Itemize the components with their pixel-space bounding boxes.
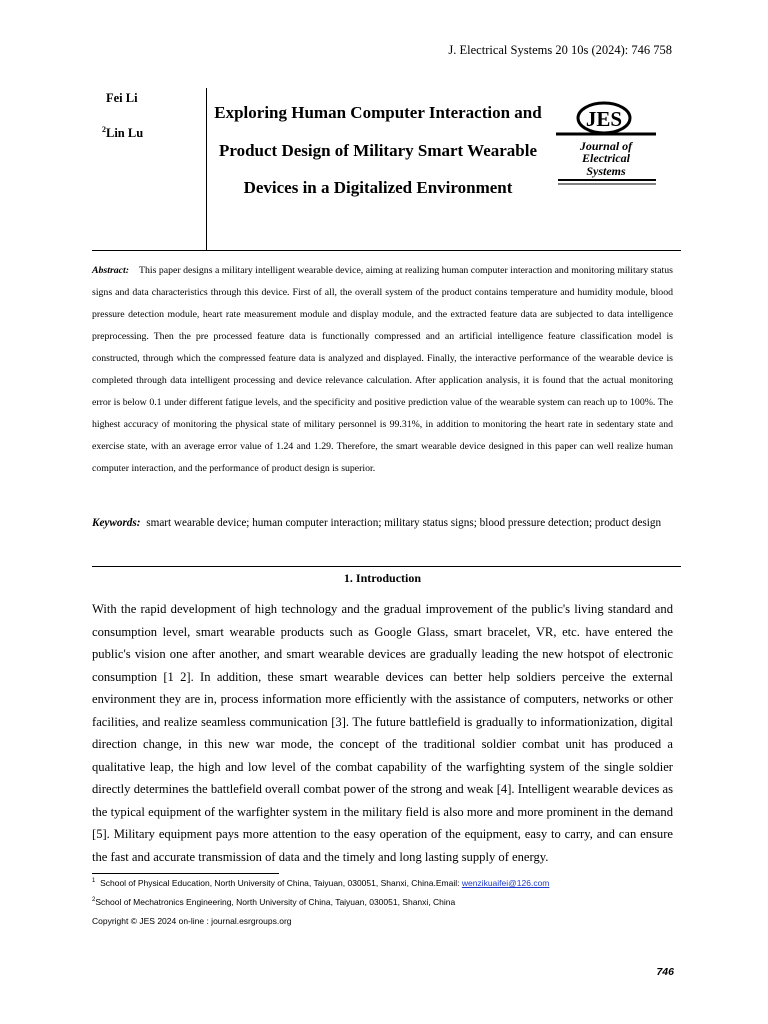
- footnote-divider: [92, 873, 279, 874]
- keywords-text: smart wearable device; human computer interaction; military status signs; blood pressure detection; product design: [146, 517, 662, 529]
- email-link[interactable]: wenzikuaifei@126.com: [461, 878, 550, 888]
- paper-title: Exploring Human Computer Interaction and Product Design of Military Smart Wearable Devices in a Digitalized Environment: [214, 103, 542, 197]
- section-heading: 1. Introduction: [343, 571, 422, 585]
- abstract-label: Abstract:: [92, 265, 130, 276]
- copyright-notice: Copyright © JES 2024 on-line : journal.esrgroups.org: [92, 916, 292, 926]
- journal-logo: [556, 98, 660, 190]
- svg-text:Systems: Systems: [586, 164, 626, 178]
- footnote-2: $^2$School of Mechatronics Engineering, North University of China, Taiyuan, 030051, Shanxi, China: [92, 897, 456, 907]
- svg-text:Journal of: Journal of: [579, 139, 633, 153]
- author-2: $^2$Lin Lu: [102, 125, 144, 141]
- keywords-label: Keywords:: [92, 517, 141, 529]
- title-rule: [92, 250, 681, 251]
- abstract-text: This paper designs a military intelligent wearable device, aiming at realizing human computer interaction and monitoring military status signs and data characteristics through this device. First of all, the overall system of the product contains temperature and humidity module, blood pressure detection module, heart rate measurement module and display module, and the extracted feature data are subjected to data intelligence preprocessing. Then the pre processed feature data is functionally compressed and an artificial intelligence feature classification model is constructed, through which the compressed feature data is analyzed and displayed. Finally, the interactive performance of the wearable device is completed through data intelligent processing and device relevance calculation. After application analysis, it is found that the actual monitoring error is below 0.1 under different fatigue levels, and the specificity and positive prediction value of the wearable system can reach up to 100%. The highest accuracy of monitoring the physical state of military personnel is 99.31%, in addition to monitoring the heart rate in sedentary state and exercise state, with an average error value of 1.24 and 1.29. Therefore, the smart wearable device designed in this paper can well realize human computer interaction, and the performance of product design is superior.: [92, 265, 673, 474]
- journal-reference: J. Electrical Systems 20 10s (2024): 746 758: [448, 43, 672, 57]
- svg-text:Electrical: Electrical: [582, 151, 630, 165]
- title-divider: [206, 88, 207, 250]
- author-1: Fei Li: [106, 91, 138, 106]
- section-rule: [92, 566, 681, 567]
- introduction-paragraph: With the rapid development of high technology and the gradual improvement of the public's living standard and consumption level, smart wearable products such as Google Glass, smart bracelet, VR, etc. have entered the public's vision one after another, and smart wearable devices are gradually leading the new hotspot of electronic consumption [1 2]. In addition, these smart wearable devices can better help soldiers perceive the external environment they are in, process information more efficiently with the assistance of computers, networks or other facilities, and realize seamless communication [3]. The future battlefield is gradually to informationization, digital direction change, in this new war mode, the concept of the traditional soldier combat unit has produced a qualitative leap, the high and low level of the combat capability of the warfighting system of the single soldier directly determines the battlefield overall combat power of the strong and weak [4]. Intelligent wearable devices as the typical equipment of the warfighter system in the military field is also more and more prominent in the demand [5]. Military equipment pays more attention to the easy operation of the equipment, easy to carry, and can ensure the fast and accurate transmission of data and the timely and long lasting supply of energy.: [92, 602, 673, 864]
- svg-text:JES: JES: [585, 107, 623, 131]
- keywords: [92, 512, 673, 534]
- page-number: 746: [656, 966, 674, 978]
- abstract: [92, 260, 673, 480]
- footnote-1: $^1$ School of Physical Education, North University of China, Taiyuan, 030051, Shanxi, China.Email: wenzikuaifei@126.com: [92, 878, 550, 888]
